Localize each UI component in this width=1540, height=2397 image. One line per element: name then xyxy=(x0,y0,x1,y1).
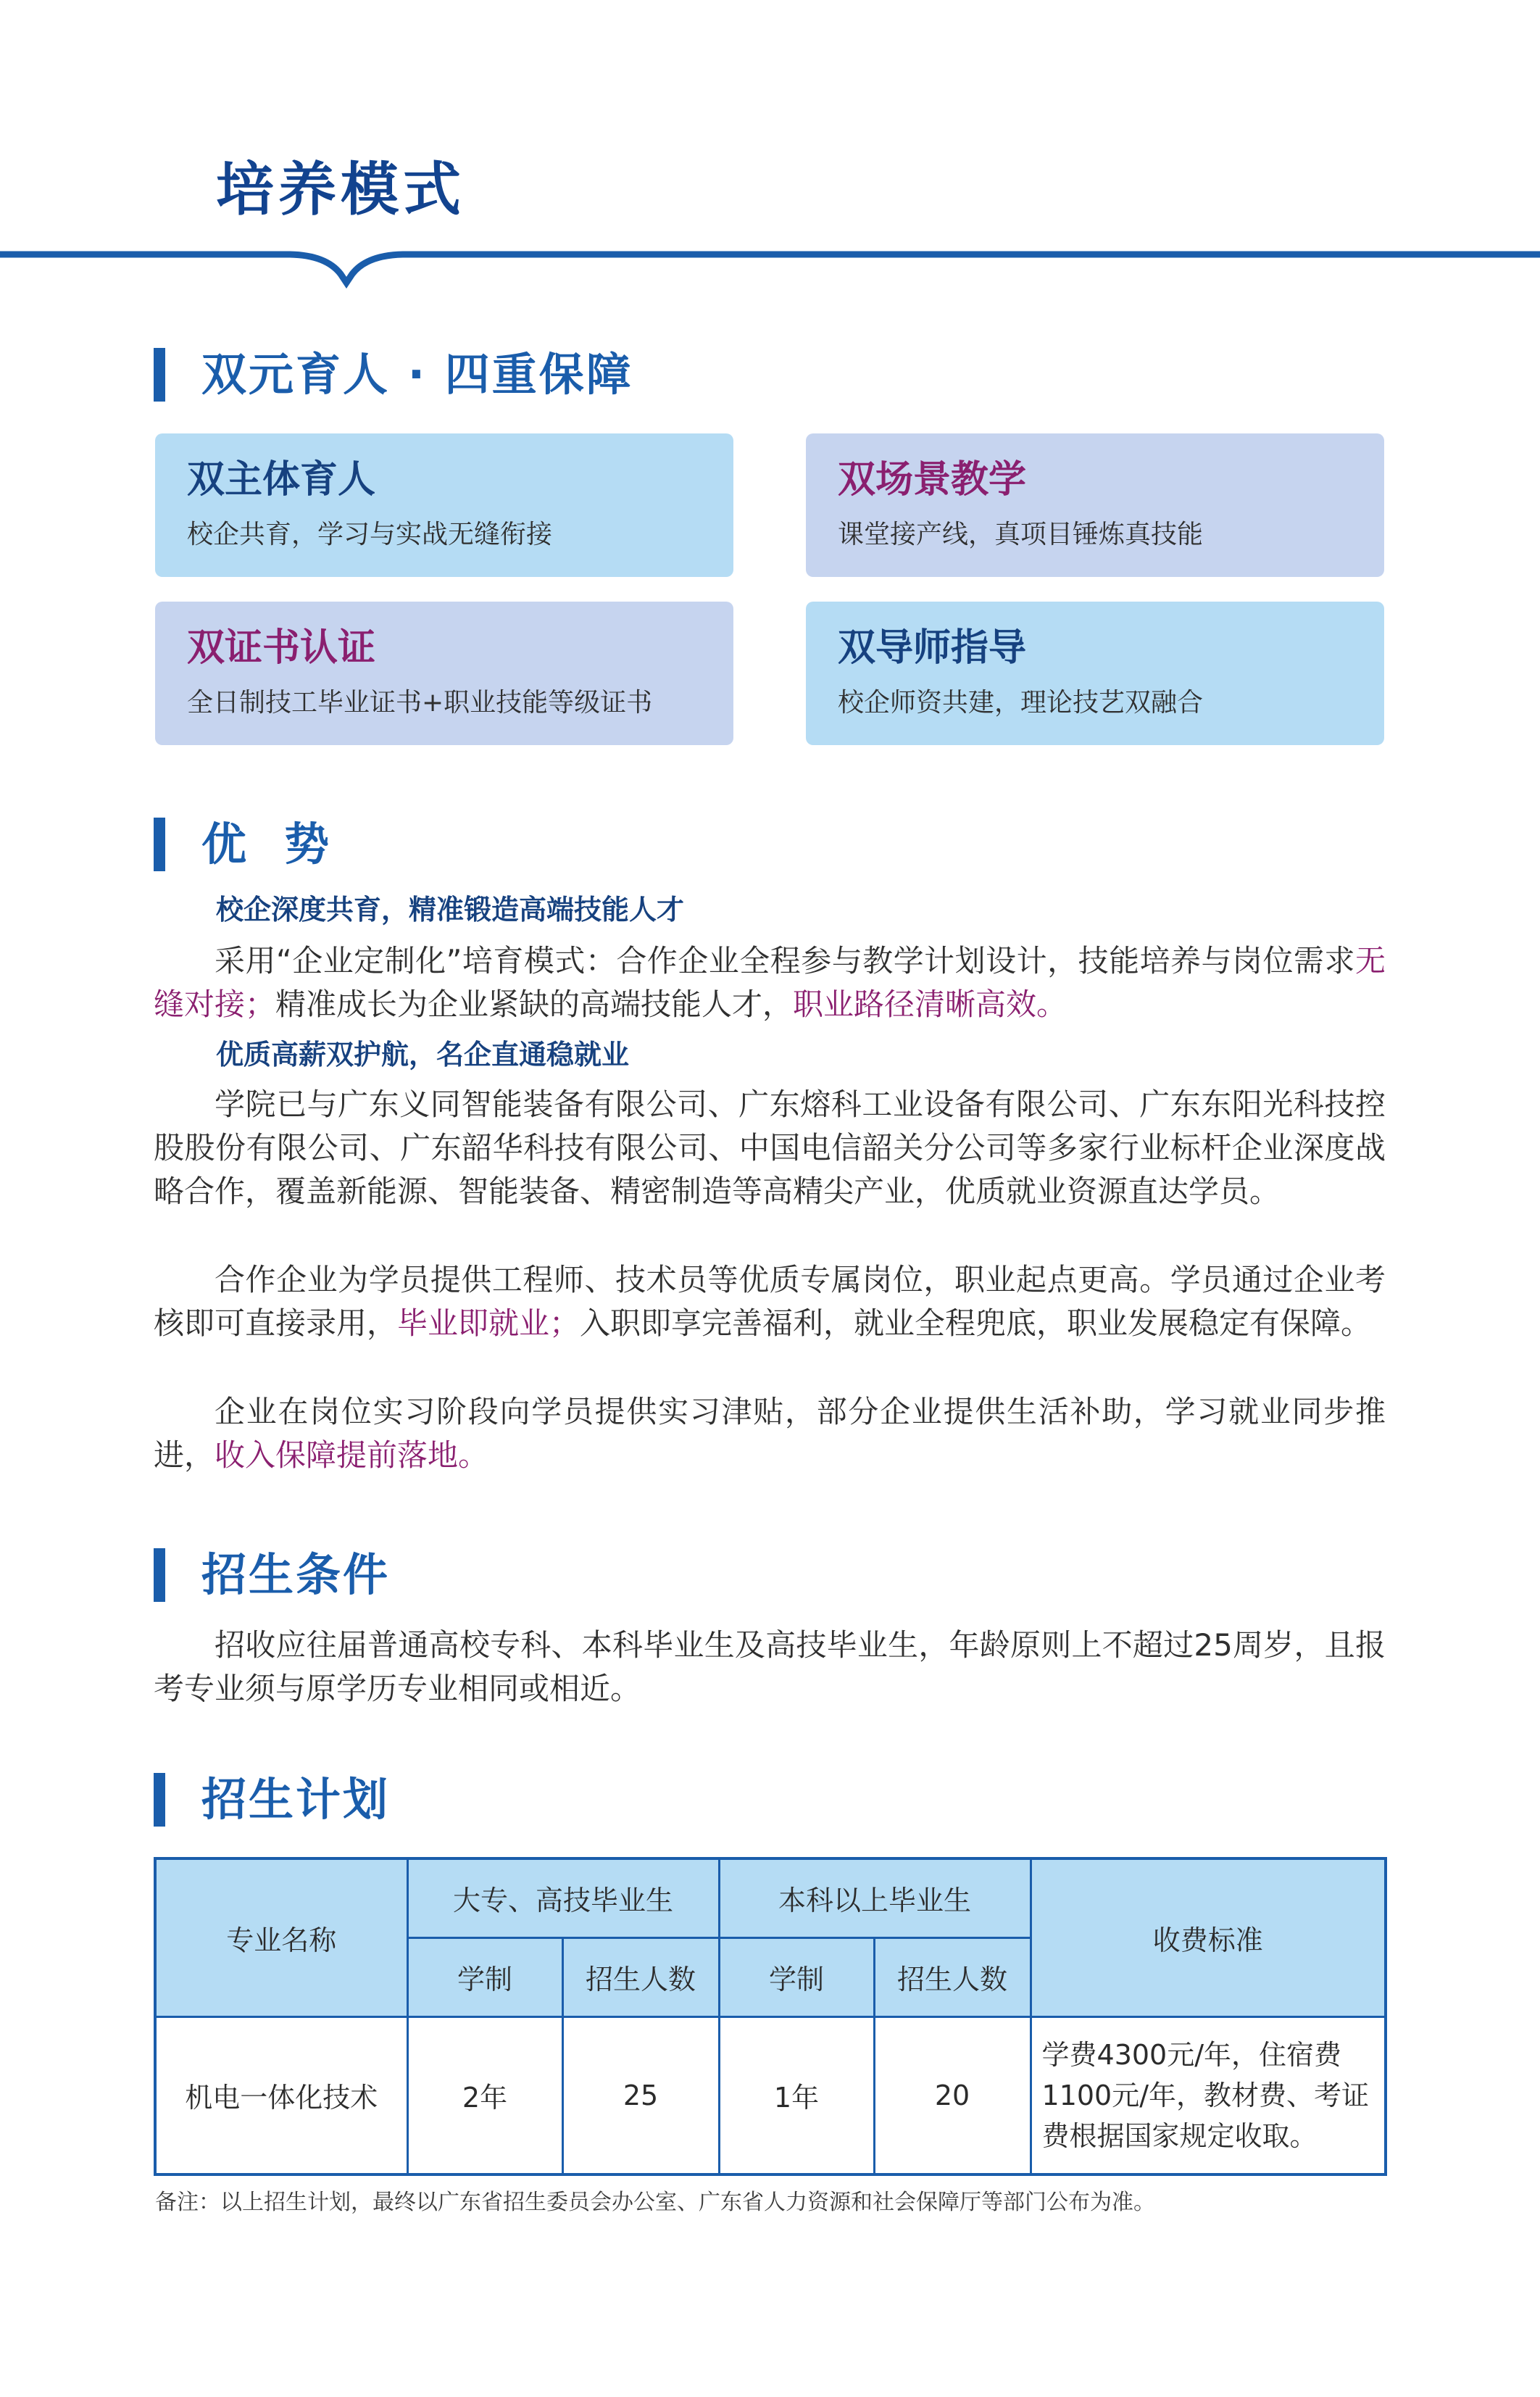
title-divider xyxy=(0,229,1540,302)
cell-count: 25 xyxy=(562,2016,719,2174)
advantage-paragraph-2: 学院已与广东义同智能装备有限公司、广东熔科工业设备有限公司、广东东阳光科技控股股份有限公司、广东韶华科技有限公司、中国电信韶关分公司等多家行业标杆企业深度战略合作，覆盖新能源、智能装备、精密制造等高精尖产业，优质就业资源直达学员。 xyxy=(154,1087,1386,1209)
section-marker xyxy=(154,348,165,402)
cell-fee: 学费4300元/年，住宿费1100元/年，教材费、考证费根据国家规定收取。 xyxy=(1031,2016,1386,2174)
section-title-admission-conditions: 招生条件 xyxy=(201,1548,391,1601)
section-title-enrollment-plan: 招生计划 xyxy=(201,1773,391,1826)
header-bachelor-graduates: 本科以上毕业生 xyxy=(719,1858,1031,1937)
highlight-text: 收入保障提前落地。 xyxy=(215,1437,489,1473)
card-title: 双导师指导 xyxy=(838,626,1027,670)
cell-duration: 1年 xyxy=(719,2016,874,2174)
cell-major: 机电一体化技术 xyxy=(155,2016,407,2174)
section-marker xyxy=(154,1773,165,1827)
header-major: 专业名称 xyxy=(155,1858,407,2016)
table-row xyxy=(155,2016,1386,2174)
highlight-text: 无缝对接； xyxy=(154,943,1386,1022)
card-title: 双场景教学 xyxy=(838,458,1027,502)
header-duration: 学制 xyxy=(719,1937,874,2016)
paragraph-text: 精准成长为企业紧缺的高端技能人才， xyxy=(275,986,794,1022)
advantage-paragraph-3 xyxy=(154,1258,1386,1345)
paragraph-text: 采用“企业定制化”培育模式：合作企业全程参与教学计划设计，技能培养与岗位需求 xyxy=(215,943,1355,979)
card-subtitle: 全日制技工毕业证书+职业技能等级证书 xyxy=(187,688,653,718)
header-college-graduates: 大专、高技毕业生 xyxy=(407,1858,719,1937)
paragraph-text: 合作企业为学员提供工程师、技术员等优质专属岗位，职业起点更高。学员通过企业考核即可直接录用， xyxy=(154,1262,1386,1341)
section-marker xyxy=(154,1548,165,1602)
card-title: 双证书认证 xyxy=(187,626,376,670)
card-subtitle: 课堂接产线，真项目锤炼真技能 xyxy=(838,520,1204,549)
advantage-subheading-2: 优质高薪双护航，名企直通稳就业 xyxy=(216,1039,630,1071)
header-duration: 学制 xyxy=(407,1937,562,2016)
card-subtitle: 校企共育，学习与实战无缝衔接 xyxy=(187,520,553,549)
header-count: 招生人数 xyxy=(562,1937,719,2016)
card-subtitle: 校企师资共建，理论技艺双融合 xyxy=(838,688,1204,718)
highlight-text: 毕业即就业； xyxy=(397,1305,580,1341)
header-fee: 收费标准 xyxy=(1031,1858,1386,2016)
advantage-subheading-1: 校企深度共育，精准锻造高端技能人才 xyxy=(216,894,685,926)
header-count: 招生人数 xyxy=(874,1937,1031,2016)
admission-conditions-text: 招收应往届普通高校专科、本科毕业生及高技毕业生，年龄原则上不超过25周岁，且报考专业须与原学历专业相同或相近。 xyxy=(154,1627,1386,1706)
footnote: 备注：以上招生计划，最终以广东省招生委员会办公室、广东省人力资源和社会保障厅等部门公布为准。 xyxy=(155,2190,1155,2215)
card-title: 双主体育人 xyxy=(187,458,376,502)
highlight-text: 职业路径清晰高效。 xyxy=(793,986,1067,1022)
enrollment-plan-table xyxy=(154,1857,1387,2176)
advantage-paragraph-1 xyxy=(154,939,1386,1026)
paragraph-text: 入职即享完善福利，就业全程兜底，职业发展稳定有保障。 xyxy=(580,1305,1372,1341)
paragraph-text: 企业在岗位实习阶段向学员提供实习津贴，部分企业提供生活补助，学习就业同步推进， xyxy=(154,1394,1386,1473)
section-marker xyxy=(154,818,165,871)
advantage-paragraph-4 xyxy=(154,1390,1386,1477)
cell-duration: 2年 xyxy=(407,2016,562,2174)
page-title: 培养模式 xyxy=(216,156,465,223)
card-dual-mentor xyxy=(806,602,1384,745)
cell-count: 20 xyxy=(874,2016,1031,2174)
section-title-dual-education: 双元育人 · 四重保障 xyxy=(201,348,633,401)
card-dual-scene xyxy=(806,433,1384,577)
card-dual-subject xyxy=(155,433,733,577)
card-dual-certificate xyxy=(155,602,733,745)
section-title-advantages: 优 势 xyxy=(201,818,332,871)
